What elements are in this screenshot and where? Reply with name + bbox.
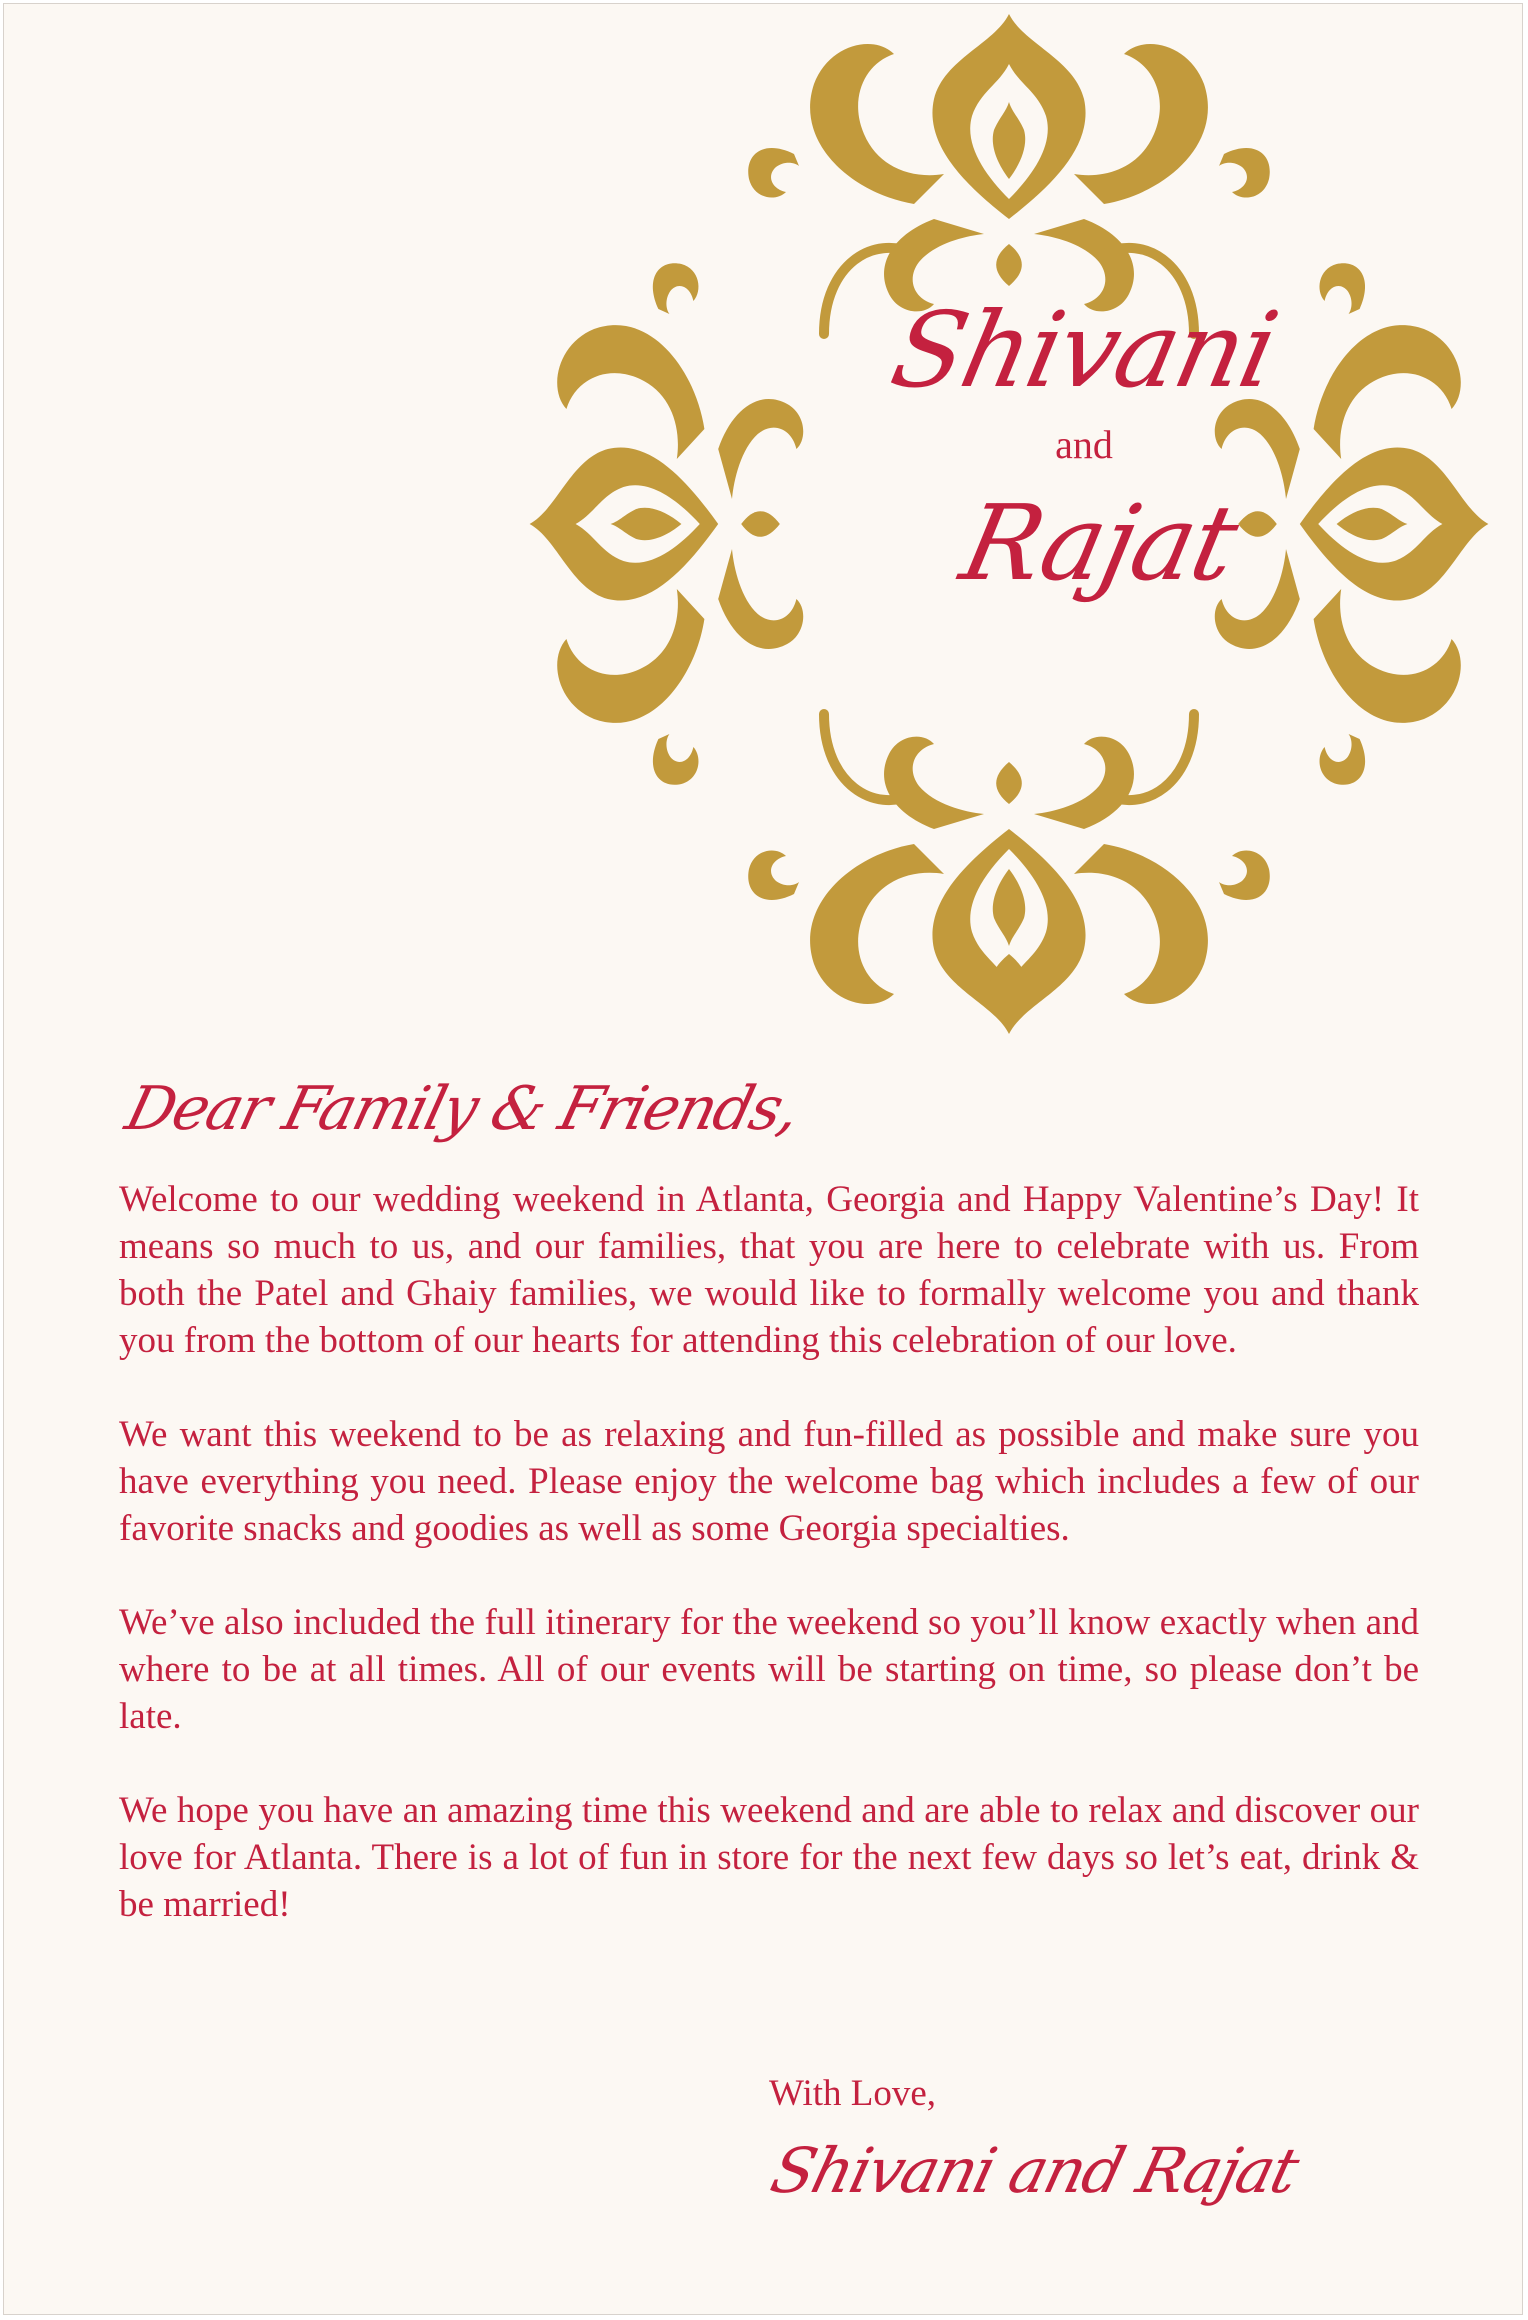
salutation: Dear Family & Friends, [119,1074,806,1144]
letter-paragraph: We want this weekend to be as relaxing and fun-filled as possible and make sure you have everything you need. Please enjoy the welcome bag which includes a few of our favorite snacks and goodies as well as some Georgia specialties. [119,1414,1419,1549]
monogram-conjunction: and [1055,422,1113,467]
monogram-name-first: Shivani [881,289,1287,411]
letter-paragraph: We’ve also included the full itinerary for the weekend so you’ll know exactly when and where to be at all times. All of our events will be starting on time, so please don’t be late. [119,1602,1419,1737]
signature: Shivani and Rajat [764,2134,1305,2207]
welcome-letter-page [3,3,1523,2315]
monogram-name-second: Rajat [951,482,1247,604]
closing: With Love, [769,2073,937,2114]
letter-paragraph: We hope you have an amazing time this weekend and are able to relax and discover our love for Atlanta. There is a lot of fun in store for the next few days so let’s eat, drink & be married! [119,1790,1419,1925]
letter-body [119,1176,1419,1975]
letter-paragraph: Welcome to our wedding weekend in Atlanta, Georgia and Happy Valentine’s Day! It means so much to us, and our families, that you are here to celebrate with us. From both the Patel and Ghaiy families, we would like to formally welcome you and thank you from the bottom of our hearts for attending this celebration of our love. [119,1179,1419,1361]
